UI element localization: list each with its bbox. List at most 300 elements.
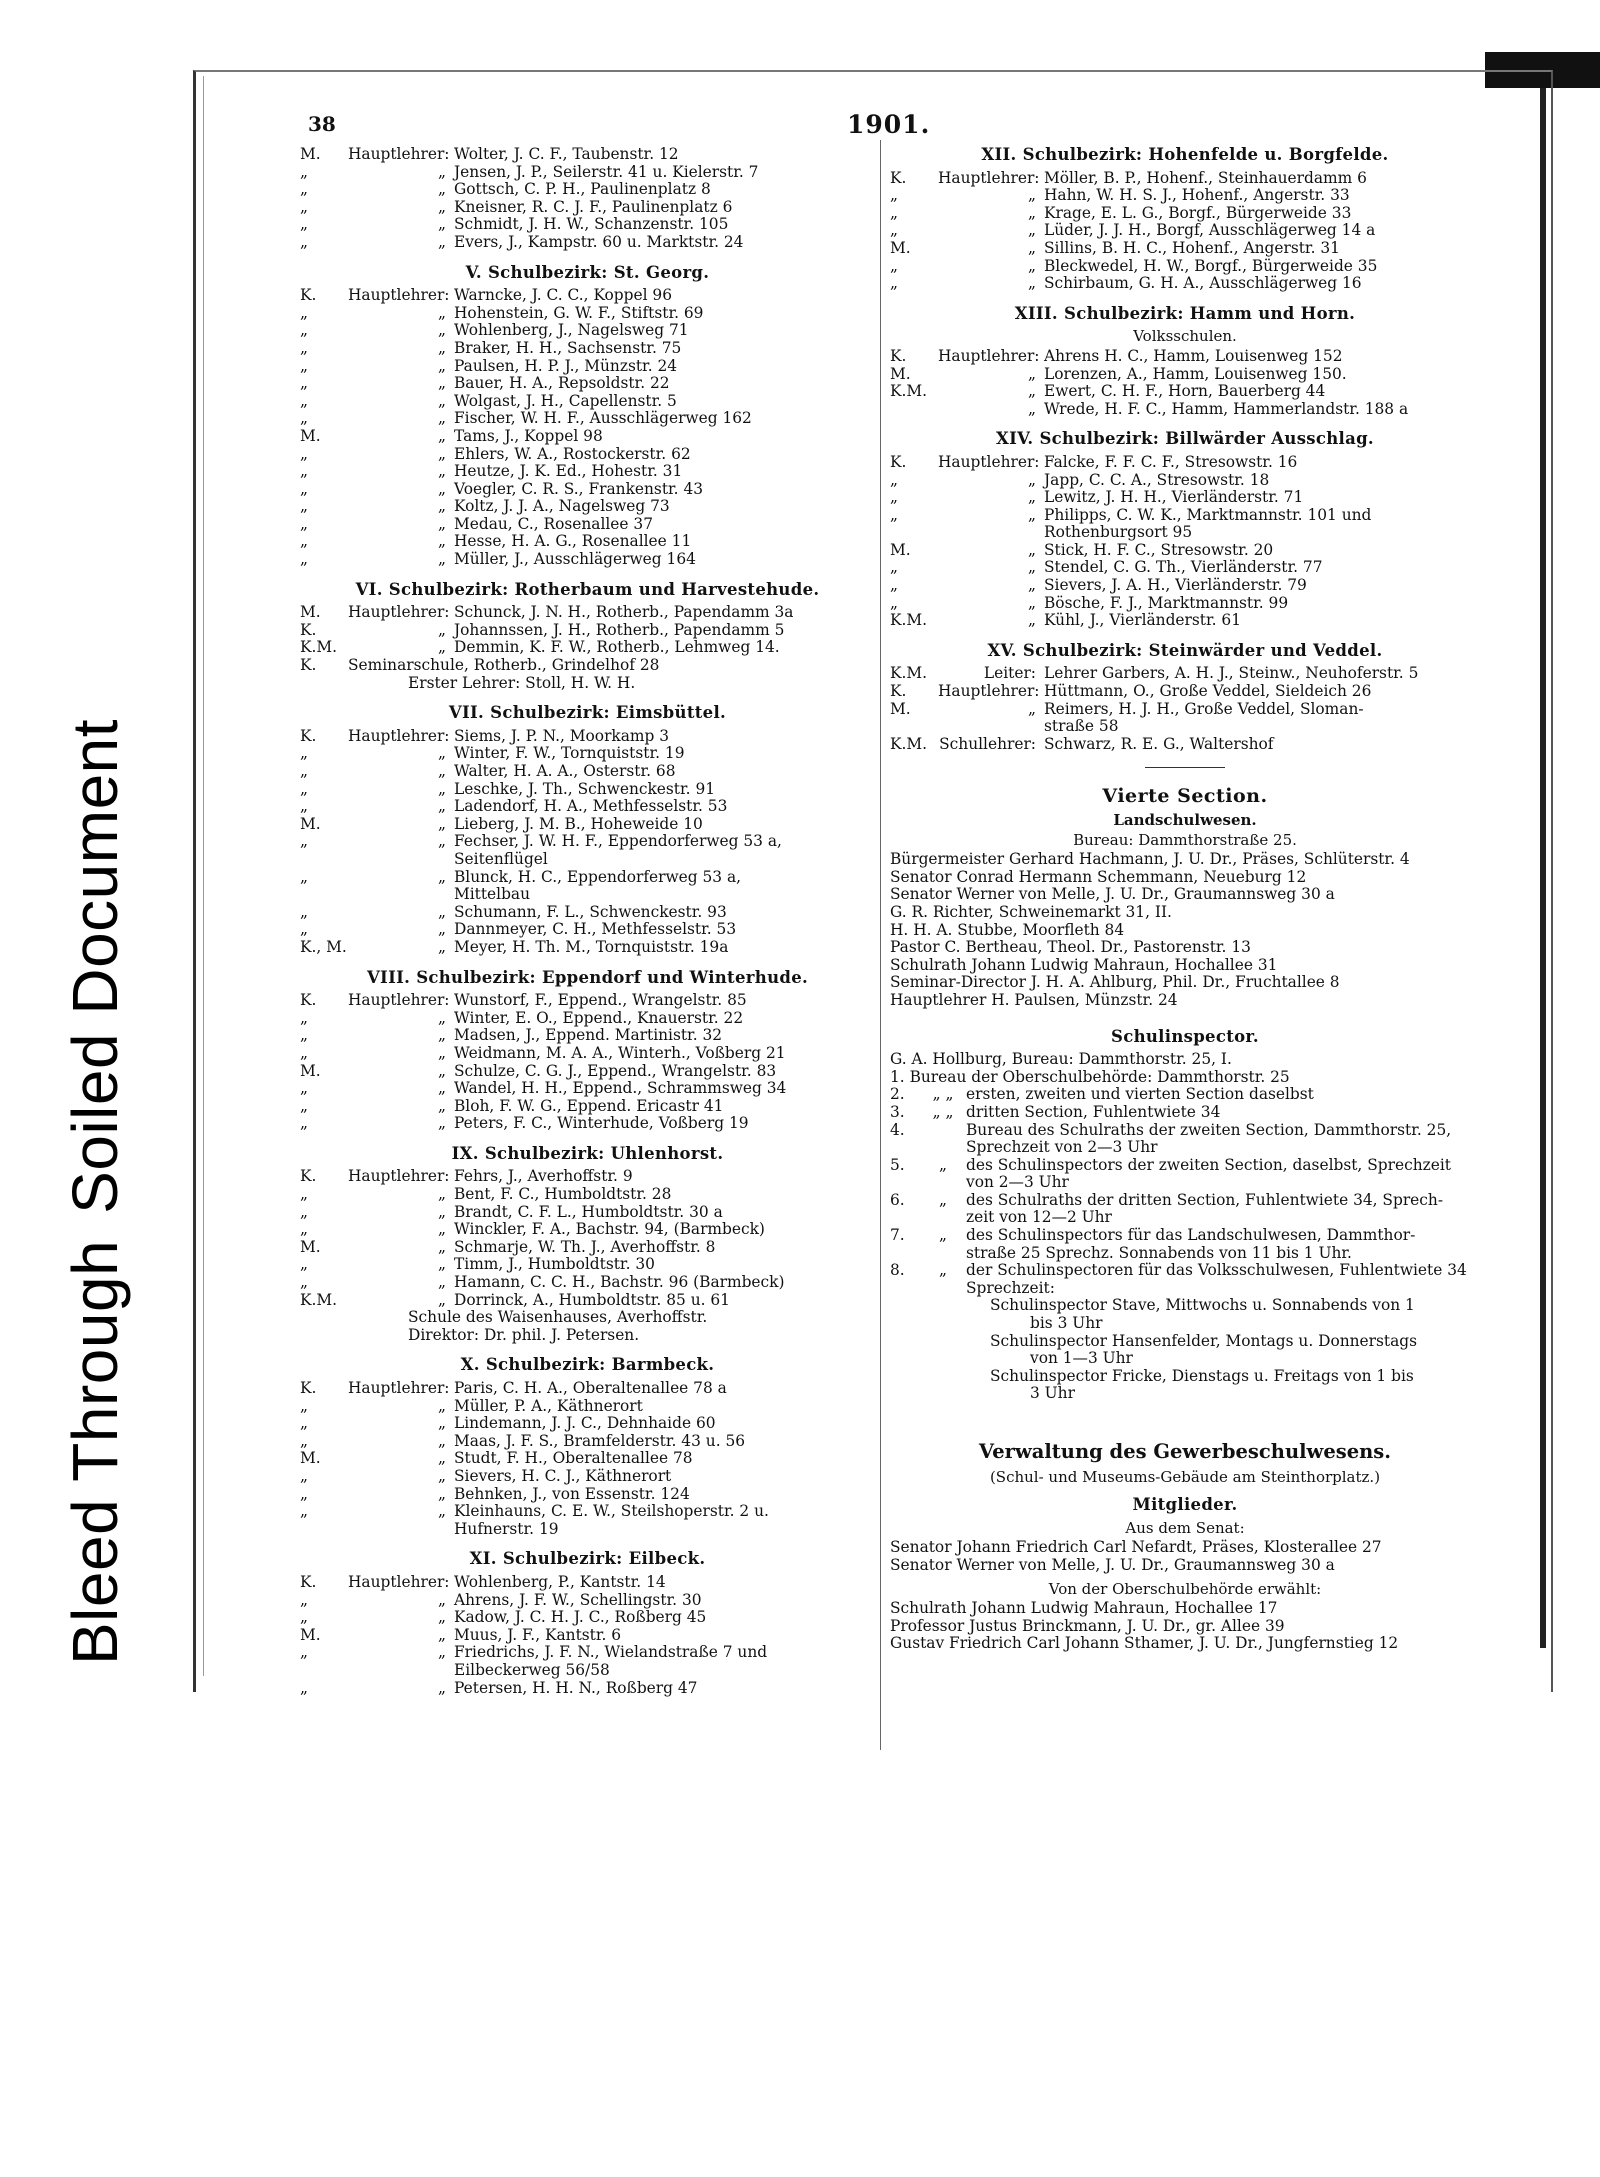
entry-mark: „ bbox=[890, 593, 898, 612]
entry-mark: „ bbox=[300, 497, 308, 516]
text-line: Senator Johann Friedrich Carl Nefardt, Präses, Klosterallee 27 bbox=[890, 1538, 1382, 1557]
entry-role: „ bbox=[438, 814, 446, 833]
entry-row bbox=[300, 1380, 875, 1398]
entry-mark: „ bbox=[890, 558, 898, 577]
entry-row bbox=[300, 1063, 875, 1081]
entry-mark: M. bbox=[300, 1237, 321, 1256]
entry-row bbox=[890, 170, 1480, 188]
entry-text: Lüder, J. J. H., Borgf, Ausschlägerweg 14 a bbox=[1044, 221, 1376, 240]
entry-role: „ bbox=[438, 902, 446, 921]
district-list-12 bbox=[890, 170, 1480, 293]
entry-text: straße 58 bbox=[1044, 717, 1119, 736]
entry-row bbox=[890, 222, 1480, 240]
entry-mark: M. bbox=[300, 603, 321, 622]
entry-role: „ bbox=[438, 532, 446, 551]
entry-text: Kühl, J., Vierländerstr. 61 bbox=[1044, 611, 1242, 630]
entry-text: Weidmann, M. A. A., Winterh., Voßberg 21 bbox=[454, 1043, 786, 1062]
entry-role: „ bbox=[438, 1608, 446, 1627]
district-list-15 bbox=[890, 665, 1480, 753]
entry-row bbox=[890, 577, 1480, 595]
entry-mark: „ bbox=[300, 338, 308, 357]
entry-row bbox=[300, 886, 875, 904]
entry-mark: „ bbox=[300, 232, 308, 251]
entry-role: „ bbox=[438, 1026, 446, 1045]
entry-text: Wandel, H. H., Eppend., Schrammsweg 34 bbox=[454, 1079, 787, 1098]
entry-text: Bureau des Schulraths der zweiten Section, Dammthorstr. 25, bbox=[966, 1120, 1452, 1139]
entry-text: Voegler, C. R. S., Frankenstr. 43 bbox=[454, 479, 704, 498]
entry-mark: „ bbox=[890, 505, 898, 524]
inspector-hours-cont: von 1—3 Uhr bbox=[1030, 1349, 1133, 1368]
entry-mark: „ bbox=[300, 1643, 308, 1662]
entry-role: „ bbox=[438, 1466, 446, 1485]
gewerbe-members-title: Mitglieder. bbox=[1132, 1495, 1238, 1515]
entry-text: Mittelbau bbox=[454, 885, 531, 904]
entry-mark: „ bbox=[300, 1502, 308, 1521]
entry-row bbox=[300, 234, 875, 252]
numbered-entry bbox=[890, 1192, 1480, 1210]
entry-role: Hauptlehrer: bbox=[938, 682, 1040, 701]
extra-row bbox=[300, 675, 875, 693]
entry-text: Lieberg, J. M. B., Hoheweide 10 bbox=[454, 814, 703, 833]
entry-role: „ bbox=[438, 1273, 446, 1292]
entry-row bbox=[300, 199, 875, 217]
entry-row bbox=[300, 798, 875, 816]
entry-role: „ bbox=[438, 426, 446, 445]
entry-row bbox=[300, 745, 875, 763]
entry-role: „ bbox=[438, 1502, 446, 1521]
inspector-top-lines bbox=[890, 1051, 1480, 1086]
entry-mark: „ bbox=[300, 1220, 308, 1239]
district-list-5 bbox=[300, 287, 875, 569]
entry-row bbox=[300, 181, 875, 199]
entry-text: Sievers, H. C. J., Käthnerort bbox=[454, 1466, 672, 1485]
entry-role: „ bbox=[438, 744, 446, 763]
entry-mark: K., M. bbox=[300, 937, 347, 956]
entry-role: „ bbox=[438, 1643, 446, 1662]
numbered-entry bbox=[890, 1157, 1480, 1175]
entry-mark: „ bbox=[300, 744, 308, 763]
entry-text: Winter, E. O., Eppend., Knauerstr. 22 bbox=[454, 1008, 744, 1027]
entry-role: „ bbox=[1028, 399, 1036, 418]
entry-ditto: „ „ bbox=[932, 1102, 954, 1121]
entry-text: Philipps, C. W. K., Marktmannstr. 101 und bbox=[1044, 505, 1372, 524]
entry-mark: „ bbox=[300, 409, 308, 428]
entry-text: Stendel, C. G. Th., Vierländerstr. 77 bbox=[1044, 558, 1323, 577]
district-heading-6: VI. Schulbezirk: Rotherbaum und Harvestehude. bbox=[355, 579, 820, 599]
entry-row bbox=[890, 683, 1480, 701]
entry-text: Fehrs, J., Averhoffstr. 9 bbox=[454, 1167, 633, 1186]
entry-row bbox=[300, 833, 875, 851]
entry-mark: „ bbox=[300, 1590, 308, 1609]
entry-role: Hauptlehrer: bbox=[348, 145, 450, 163]
entry-mark: „ bbox=[300, 1431, 308, 1450]
text-line: 1. Bureau der Oberschulbehörde: Dammthorstr. 25 bbox=[890, 1067, 1290, 1086]
entry-text: Winckler, F. A., Bachstr. 94, (Barmbeck) bbox=[454, 1220, 765, 1239]
entry-role: „ bbox=[438, 232, 446, 251]
entry-role: „ bbox=[438, 1096, 446, 1115]
numbered-entry bbox=[890, 1086, 1480, 1104]
entry-row bbox=[300, 604, 875, 622]
entry-mark: „ bbox=[300, 215, 308, 234]
entry-row bbox=[300, 358, 875, 376]
entry-continuation: Sprechzeit: bbox=[966, 1278, 1055, 1297]
entry-mark: K.M. bbox=[300, 1290, 338, 1309]
entry-row bbox=[300, 639, 875, 657]
entry-text: Gottsch, C. P. H., Paulinenplatz 8 bbox=[454, 180, 711, 199]
gewerbe-title: Verwaltung des Gewerbeschulwesens. bbox=[978, 1440, 1392, 1463]
entry-mark: „ bbox=[890, 186, 898, 205]
entry-role: „ bbox=[438, 374, 446, 393]
extra-text: Schule des Waisenhauses, Averhoffstr. bbox=[408, 1308, 708, 1327]
entry-row bbox=[890, 472, 1480, 490]
entry-row bbox=[300, 1680, 875, 1698]
entry-role: „ bbox=[438, 497, 446, 516]
entry-row bbox=[300, 1098, 875, 1116]
entry-text: des Schulinspectors für das Landschulwesen, Dammthor- bbox=[966, 1226, 1416, 1245]
entry-role: Schullehrer: bbox=[939, 734, 1036, 753]
text-line: Seminar-Director J. H. A. Ahlburg, Phil. Dr., Fruchtallee 8 bbox=[890, 973, 1340, 992]
entry-role: „ bbox=[438, 620, 446, 639]
entry-text: Hufnerstr. 19 bbox=[454, 1519, 559, 1538]
district-heading-13: XIII. Schulbezirk: Hamm und Horn. bbox=[1014, 303, 1356, 323]
entry-ditto: „ bbox=[939, 1155, 947, 1174]
entry-row bbox=[300, 516, 875, 534]
entry-text: Schunck, J. N. H., Rotherb., Papendamm 3a bbox=[454, 603, 794, 622]
entry-row bbox=[300, 375, 875, 393]
entry-mark: M. bbox=[890, 364, 911, 383]
entry-text: Warncke, J. C. C., Koppel 96 bbox=[454, 286, 672, 305]
entry-text: Brandt, C. F. L., Humboldtstr. 30 a bbox=[454, 1202, 723, 1221]
entry-role: „ bbox=[438, 162, 446, 181]
stamp-word-1: Bleed Through bbox=[59, 1239, 131, 1665]
entry-row bbox=[300, 393, 875, 411]
entry-text: Schwarz, R. E. G., Waltershof bbox=[1044, 734, 1274, 753]
stamp-word-2: Soiled Document bbox=[59, 718, 131, 1214]
entry-row bbox=[890, 612, 1480, 630]
entry-role: „ bbox=[1028, 505, 1036, 524]
entry-mark: K.M. bbox=[890, 382, 928, 401]
entry-text: Winter, F. W., Tornquiststr. 19 bbox=[454, 744, 685, 763]
entry-mark: „ bbox=[300, 1008, 308, 1027]
entry-mark: K. bbox=[300, 1167, 317, 1186]
entry-role: „ bbox=[438, 1449, 446, 1468]
entry-mark: M. bbox=[300, 426, 321, 445]
entry-text: Lindemann, J. J. C., Dehnhaide 60 bbox=[454, 1414, 716, 1433]
entry-role: Hauptlehrer: bbox=[938, 346, 1040, 365]
entry-text: Reimers, H. J. H., Große Veddel, Sloman- bbox=[1044, 699, 1364, 718]
entry-mark: M. bbox=[300, 1625, 321, 1644]
entry-role: „ bbox=[438, 1061, 446, 1080]
entry-role: „ bbox=[438, 462, 446, 481]
entry-text: Koltz, J. J. A., Nagelsweg 73 bbox=[454, 497, 670, 516]
entry-text: der Schulinspectoren für das Volksschulwesen, Fuhlentwiete 34 bbox=[966, 1261, 1467, 1280]
numbered-entry bbox=[890, 1262, 1480, 1280]
entry-role: „ bbox=[438, 797, 446, 816]
entry-row bbox=[890, 736, 1480, 754]
entry-text: Wolgast, J. H., Capellenstr. 5 bbox=[454, 391, 677, 410]
entry-mark: „ bbox=[300, 321, 308, 340]
entry-mark: „ bbox=[890, 488, 898, 507]
text-line: Schulrath Johann Ludwig Mahraun, Hochallee 31 bbox=[890, 955, 1278, 974]
entry-role: „ bbox=[1028, 203, 1036, 222]
inspector-hours-cont: bis 3 Uhr bbox=[1030, 1314, 1103, 1333]
gewerbe-board-head: Von der Oberschulbehörde erwählt: bbox=[1048, 1579, 1322, 1598]
entry-role: „ bbox=[438, 1008, 446, 1027]
entry-row bbox=[300, 1627, 875, 1645]
entry-row bbox=[890, 507, 1480, 525]
entry-role: „ bbox=[1028, 256, 1036, 275]
entry-role: „ bbox=[1028, 186, 1036, 205]
entry-text: Leschke, J. Th., Schwenckestr. 91 bbox=[454, 779, 716, 798]
entry-mark: K. bbox=[890, 168, 907, 187]
entry-role: „ bbox=[438, 638, 446, 657]
entry-row bbox=[300, 1521, 875, 1539]
text-line: G. R. Richter, Schweinemarkt 31, II. bbox=[890, 902, 1172, 921]
entry-mark: „ bbox=[300, 1185, 308, 1204]
entry-text: Lewitz, J. H. H., Vierländerstr. 71 bbox=[1044, 488, 1304, 507]
entry-row bbox=[300, 1644, 875, 1662]
entry-text: Madsen, J., Eppend. Martinistr. 32 bbox=[454, 1026, 723, 1045]
page-number: 38 bbox=[308, 112, 336, 136]
district-list-13 bbox=[890, 348, 1480, 418]
entry-row bbox=[300, 728, 875, 746]
entry-text: Johannssen, J. H., Rotherb., Papendamm 5 bbox=[454, 620, 785, 639]
entry-text: des Schulraths der dritten Section, Fuhlentwiete 34, Sprech- bbox=[966, 1190, 1444, 1209]
entry-text: Wrede, H. F. C., Hamm, Hammerlandstr. 188 a bbox=[1044, 399, 1409, 418]
entry-row bbox=[890, 718, 1480, 736]
entry-text: des Schulinspectors der zweiten Section, daselbst, Sprechzeit bbox=[966, 1155, 1451, 1174]
entry-row bbox=[300, 1609, 875, 1627]
entry-row bbox=[300, 1080, 875, 1098]
entry-text: Jensen, J. P., Seilerstr. 41 u. Kielerstr. 7 bbox=[454, 162, 759, 181]
entry-row bbox=[890, 275, 1480, 293]
entry-text: Hamann, C. C. H., Bachstr. 96 (Barmbeck) bbox=[454, 1273, 785, 1292]
entry-mark: „ bbox=[300, 162, 308, 181]
entry-mark: „ bbox=[300, 1414, 308, 1433]
entry-text: Müller, J., Ausschlägerweg 164 bbox=[454, 550, 696, 569]
entry-mark: „ bbox=[300, 532, 308, 551]
district-list-10 bbox=[300, 1380, 875, 1538]
extra-text: Seminarschule, Rotherb., Grindelhof 28 bbox=[348, 656, 660, 675]
entry-text: Falcke, F. F. C. F., Stresowstr. 16 bbox=[1044, 452, 1298, 471]
entry-mark: M. bbox=[300, 145, 321, 163]
entry-text: Ewert, C. H. F., Horn, Bauerberg 44 bbox=[1044, 382, 1326, 401]
entry-role: Hauptlehrer: bbox=[348, 1167, 450, 1186]
entry-row bbox=[890, 258, 1480, 276]
right-column bbox=[890, 146, 1480, 1653]
entry-row bbox=[890, 205, 1480, 223]
entry-row bbox=[300, 622, 875, 640]
entry-text: Ladendorf, H. A., Methfesselstr. 53 bbox=[454, 797, 728, 816]
entry-role: „ bbox=[438, 1202, 446, 1221]
entry-role: „ bbox=[1028, 274, 1036, 293]
district-heading-14: XIV. Schulbezirk: Billwärder Ausschlag. bbox=[996, 429, 1374, 449]
entry-row bbox=[890, 454, 1480, 472]
entry-row bbox=[890, 240, 1480, 258]
entry-text: Wohlenberg, J., Nagelsweg 71 bbox=[454, 321, 689, 340]
entry-row bbox=[890, 542, 1480, 560]
entry-text: Kadow, J. C. H. J. C., Roßberg 45 bbox=[454, 1608, 707, 1627]
entry-row bbox=[300, 1662, 875, 1680]
entry-mark: K.M. bbox=[890, 664, 928, 683]
entry-row bbox=[300, 1045, 875, 1063]
entry-number: 7. bbox=[890, 1226, 905, 1245]
entry-row bbox=[300, 869, 875, 887]
entry-role: „ bbox=[438, 762, 446, 780]
entry-mark: „ bbox=[300, 1079, 308, 1098]
entry-mark: „ bbox=[300, 1484, 308, 1503]
entry-text: Demmin, K. F. W., Rotherb., Lehmweg 14. bbox=[454, 638, 780, 657]
entry-number: 8. bbox=[890, 1261, 905, 1280]
entry-role: Hauptlehrer: bbox=[348, 286, 450, 305]
entry-mark: „ bbox=[300, 1466, 308, 1485]
entry-role: Hauptlehrer: bbox=[348, 603, 450, 622]
entry-number: 4. bbox=[890, 1120, 905, 1139]
entry-role: „ bbox=[438, 338, 446, 357]
entry-mark: „ bbox=[300, 550, 308, 569]
entry-role: „ bbox=[438, 1237, 446, 1256]
text-line: G. A. Hollburg, Bureau: Dammthorstr. 25, I. bbox=[890, 1050, 1232, 1069]
entry-text: Seitenflügel bbox=[454, 849, 548, 868]
vierte-section-bureau: Bureau: Dammthorstraße 25. bbox=[1073, 830, 1297, 849]
entry-row bbox=[300, 816, 875, 834]
entry-mark: „ bbox=[300, 374, 308, 393]
entry-row bbox=[300, 1415, 875, 1433]
entry-row bbox=[300, 481, 875, 499]
extra-row bbox=[300, 1327, 875, 1345]
entry-text: Dorrinck, A., Humboldtstr. 85 u. 61 bbox=[454, 1290, 730, 1309]
entry-text: Ahrens, J. F. W., Schellingstr. 30 bbox=[454, 1590, 702, 1609]
entry-text: Walter, H. A. A., Osterstr. 68 bbox=[454, 762, 676, 780]
entry-row bbox=[300, 1221, 875, 1239]
entry-text: Meyer, H. Th. M., Tornquiststr. 19a bbox=[454, 937, 729, 956]
entry-role: Hauptlehrer: bbox=[348, 1379, 450, 1397]
entry-text: Peters, F. C., Winterhude, Voßberg 19 bbox=[454, 1114, 749, 1133]
entry-role: „ bbox=[438, 303, 446, 322]
inspector-hours-line: Schulinspector Hansenfelder, Montags u. Donnerstags bbox=[990, 1331, 1418, 1350]
entry-mark: „ bbox=[300, 462, 308, 481]
entry-row bbox=[300, 904, 875, 922]
entry-role: Hauptlehrer: bbox=[938, 452, 1040, 471]
entry-role: Hauptlehrer: bbox=[348, 726, 450, 745]
entry-role: „ bbox=[1028, 576, 1036, 595]
entry-text: Heutze, J. K. Ed., Hohestr. 31 bbox=[454, 462, 683, 481]
entry-role: „ bbox=[438, 1484, 446, 1503]
gewerbe-board-list bbox=[890, 1600, 1480, 1653]
entry-text: Bauer, H. A., Repsoldstr. 22 bbox=[454, 374, 670, 393]
entry-role: „ bbox=[438, 391, 446, 410]
entry-number: 2. bbox=[890, 1085, 905, 1104]
entry-row bbox=[300, 446, 875, 464]
district-list-9 bbox=[300, 1168, 875, 1309]
entry-text: Tams, J., Koppel 98 bbox=[454, 426, 603, 445]
entry-role: „ bbox=[1028, 540, 1036, 559]
column-divider bbox=[880, 140, 881, 1750]
extra-mark: K. bbox=[300, 656, 317, 675]
entry-text: Fechser, J. W. H. F., Eppendorferweg 53 a, bbox=[454, 832, 782, 851]
entry-role: „ bbox=[1028, 221, 1036, 240]
entry-text: dritten Section, Fuhlentwiete 34 bbox=[966, 1102, 1221, 1121]
entry-row bbox=[300, 1027, 875, 1045]
entry-role: „ bbox=[438, 867, 446, 886]
entry-text: Wolter, J. C. F., Taubenstr. 12 bbox=[454, 145, 679, 163]
entry-row bbox=[890, 559, 1480, 577]
entry-ditto: „ bbox=[939, 1226, 947, 1245]
entry-mark: „ bbox=[300, 832, 308, 851]
entry-mark: K.M. bbox=[890, 734, 928, 753]
entry-role: „ bbox=[438, 514, 446, 533]
extra-row bbox=[300, 657, 875, 675]
entry-role: „ bbox=[438, 1043, 446, 1062]
entry-row bbox=[300, 1433, 875, 1451]
vierte-section-subtitle: Landschulwesen. bbox=[1113, 811, 1257, 829]
entry-role: „ bbox=[438, 1114, 446, 1133]
extra-text: Direktor: Dr. phil. J. Petersen. bbox=[408, 1325, 640, 1344]
entry-text: Siems, J. P. N., Moorkamp 3 bbox=[454, 726, 670, 745]
entry-row bbox=[890, 187, 1480, 205]
entry-text: Studt, F. H., Oberaltenallee 78 bbox=[454, 1449, 693, 1468]
entry-mark: „ bbox=[300, 479, 308, 498]
entry-row bbox=[300, 1503, 875, 1521]
entry-row bbox=[300, 322, 875, 340]
entry-mark: „ bbox=[890, 470, 898, 489]
entry-text: Fischer, W. H. F., Ausschlägerweg 162 bbox=[454, 409, 752, 428]
entry-mark: „ bbox=[300, 303, 308, 322]
entry-text: Paulsen, H. P. J., Münzstr. 24 bbox=[454, 356, 678, 375]
entry-text: Rothenburgsort 95 bbox=[1044, 523, 1193, 542]
entry-row bbox=[300, 1592, 875, 1610]
text-line: Senator Conrad Hermann Schemmann, Neueburg 12 bbox=[890, 867, 1307, 886]
entry-text: Ahrens H. C., Hamm, Louisenweg 152 bbox=[1044, 346, 1343, 365]
entry-text: Medau, C., Rosenallee 37 bbox=[454, 514, 653, 533]
entry-role: „ bbox=[438, 1255, 446, 1274]
entry-row bbox=[300, 164, 875, 182]
inspector-hours-cont: 3 Uhr bbox=[1030, 1384, 1075, 1403]
entry-text: Schulze, C. G. J., Eppend., Wrangelstr. 83 bbox=[454, 1061, 777, 1080]
entry-role: „ bbox=[438, 1431, 446, 1450]
inspector-title: Schulinspector. bbox=[1111, 1026, 1259, 1046]
entry-row bbox=[890, 595, 1480, 613]
district-subheading-13: Volksschulen. bbox=[1133, 327, 1237, 346]
text-line: H. H. A. Stubbe, Moorfleth 84 bbox=[890, 920, 1125, 939]
entry-mark: „ bbox=[300, 797, 308, 816]
entry-row bbox=[890, 401, 1480, 419]
entry-row bbox=[300, 428, 875, 446]
entry-text: Hesse, H. A. G., Rosenallee 11 bbox=[454, 532, 692, 551]
entry-row bbox=[300, 1186, 875, 1204]
entry-mark: „ bbox=[300, 1255, 308, 1274]
entry-row bbox=[300, 1398, 875, 1416]
entry-mark: „ bbox=[300, 1396, 308, 1415]
entry-mark: K.M. bbox=[300, 638, 338, 657]
entry-mark: „ bbox=[890, 221, 898, 240]
numbered-entry bbox=[890, 1104, 1480, 1122]
entry-text: Müller, P. A., Käthnerort bbox=[454, 1396, 643, 1415]
entry-text: Wohlenberg, P., Kantstr. 14 bbox=[454, 1572, 666, 1591]
entry-role: „ bbox=[438, 779, 446, 798]
entry-role: „ bbox=[438, 444, 446, 463]
entry-mark: „ bbox=[300, 180, 308, 199]
entry-mark: M. bbox=[300, 1061, 321, 1080]
entry-row bbox=[300, 1274, 875, 1292]
entry-mark: K. bbox=[890, 682, 907, 701]
district-list-11 bbox=[300, 1574, 875, 1697]
entry-role: „ bbox=[438, 920, 446, 939]
text-line: Senator Werner von Melle, J. U. Dr., Graumannsweg 30 a bbox=[890, 885, 1335, 904]
entry-row bbox=[300, 146, 875, 164]
text-line: Senator Werner von Melle, J. U. Dr., Graumannsweg 30 a bbox=[890, 1555, 1335, 1574]
entry-mark: „ bbox=[300, 867, 308, 886]
